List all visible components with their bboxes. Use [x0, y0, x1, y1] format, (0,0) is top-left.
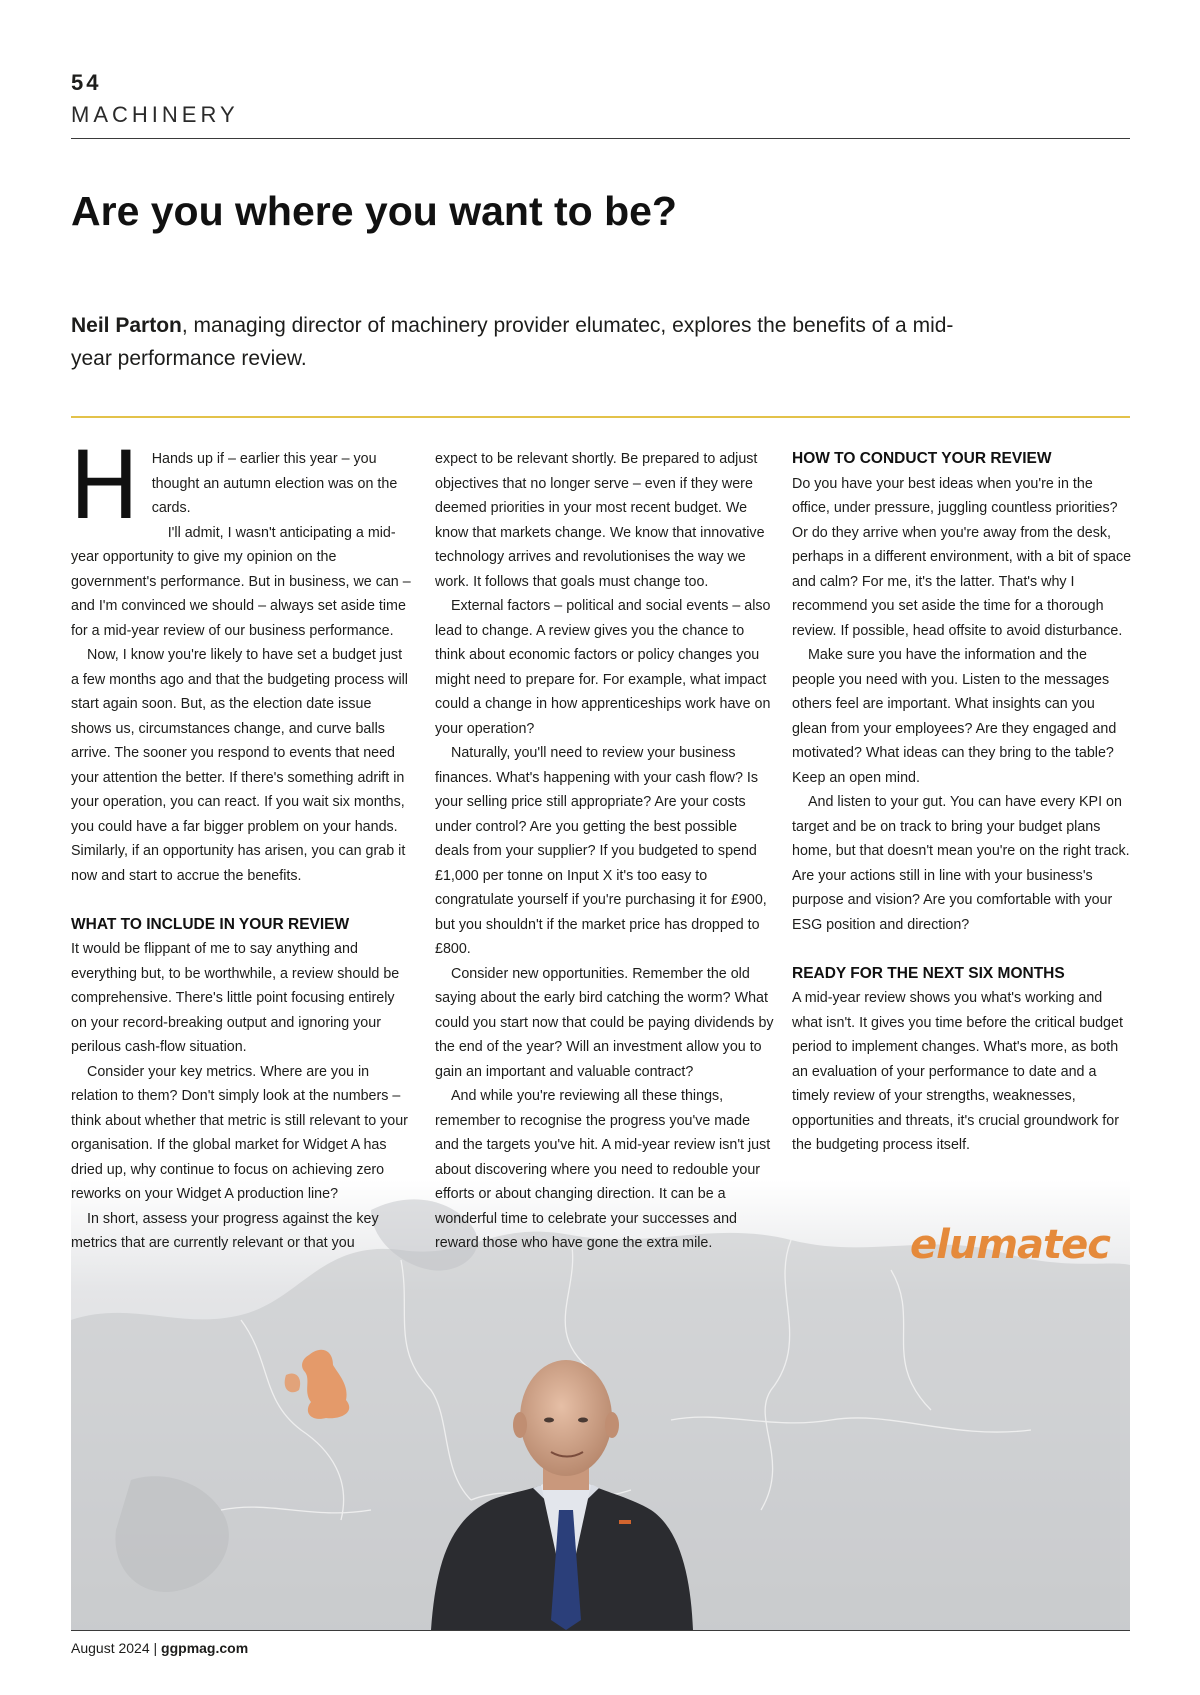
article-column-3 — [792, 447, 1132, 1158]
ireland-shape — [285, 1373, 300, 1392]
paragraph: It would be flippant of me to say anything and everything but, to be worthwhile, a review should be comprehensive. There's little point focusing entirely on your record-breaking output and ignoring your perilous cash-flow situation. — [71, 941, 400, 1055]
standfirst — [71, 309, 971, 375]
subheading: HOW TO CONDUCT YOUR REVIEW — [792, 450, 1052, 467]
article-column-2 — [435, 447, 775, 1256]
paragraph: Consider new opportunities. Remember the old saying about the early bird catching the worm? What could you start now that could be paying dividends by the end of the year? Will an investment allow you to gain an important and valuable contract? — [435, 965, 774, 1080]
paragraph: Consider your key metrics. Where are you in relation to them? Don't simply look at the numbers – think about whether that metric is still relevant to your organisation. If the global market for Widget A has dried up, why continue to focus on achieving zero reworks on your Widget A production line? — [71, 1063, 408, 1202]
paragraph: And while you're reviewing all these things, remember to recognise the progress you've made and the targets you've hit. A mid-year review isn't just about discovering where you need to redouble your efforts or about changing direction. It can be a wonderful time to celebrate your successes and reward those who have gone the extra mile. — [435, 1088, 771, 1251]
section-label: MACHINERY — [71, 102, 239, 127]
paragraph: I'll admit, I wasn't anticipating a mid-year opportunity to give my opinion on the government's performance. But in business, we can – and I'm convinced we should – always set aside time for a mid-year review of our business performance. — [71, 524, 411, 639]
paragraph: Now, I know you're likely to have set a budget just a few months ago and that the budgeting process will start again soon. But, as the election date issue shows us, circumstances change, and curve balls arrive. The sooner you respond to events that need your attention the better. If there's something adrift in your operation, you can react. If you wait six months, you could have a far bigger problem on your hands. Similarly, if an opportunity has arisen, you can grab it now and start to accrue the benefits. — [71, 647, 408, 884]
page-footer — [71, 1640, 248, 1656]
standfirst-rule — [71, 416, 1130, 418]
issue-date: August 2024 — [71, 1640, 150, 1656]
paragraph: expect to be relevant shortly. Be prepared to adjust objectives that no longer serve – even if they were deemed priorities in your most recent budget. We know that markets change. We know that innovative technology arrives and revolutionises the way we work. It follows that goals must change too. — [435, 451, 765, 590]
author-name: Neil Parton — [71, 314, 182, 337]
article-column-1 — [69, 432, 411, 1256]
drop-cap: H — [69, 432, 140, 541]
paragraph: And listen to your gut. You can have every KPI on target and be on track to bring your budget plans home, but that doesn't mean you're on the right track. Are your actions still in line with your business's purpose and vision? Are you comfortable with your ESG position and direction? — [792, 794, 1130, 933]
footer-separator: | — [153, 1640, 158, 1656]
article-headline: Are you where you want to be? — [71, 188, 677, 234]
paragraph: Hands up if – earlier this year – you thought an autumn election was on the cards. — [151, 451, 398, 516]
elumatec-logo: elumatec — [910, 1222, 1110, 1268]
paragraph: In short, assess your progress against the key metrics that are currently relevant or that you — [71, 1210, 379, 1251]
person-head — [520, 1360, 612, 1476]
subheading: READY FOR THE NEXT SIX MONTHS — [792, 964, 1065, 982]
paragraph: External factors – political and social events – also lead to change. A review gives you the chance to think about economic factors or policy changes you might need to prepare for. For example, what impact could a change in how apprenticeships work have on your operation? — [435, 598, 771, 737]
website-link[interactable]: ggpmag.com — [161, 1640, 249, 1656]
paragraph: Do you have your best ideas when you're in the office, under pressure, juggling countless priorities? Or do they arrive when you're away from the desk, perhaps in a different environment, with a bit of space and calm? For me, it's the latter. That's why I recommend you set aside the time for a thorough review. If possible, head offsite to avoid disturbance. — [792, 475, 1132, 639]
standfirst-text: , managing director of machinery provider elumatec, explores the benefits of a mid-year performance review. — [71, 314, 954, 370]
header-rule — [71, 138, 1130, 139]
paragraph: Naturally, you'll need to review your business finances. What's happening with your cash flow? Is your selling price still appropriate? Are your costs under control? Are you getting the best possible deals from your supplier? If you budgeted to spend £1,000 per tonne on Input X it's too easy to congratulate yourself if you're purchasing it for £900, but you shouldn't if the market price has dropped to £800. — [435, 745, 767, 957]
footer-rule — [71, 1630, 1130, 1631]
subheading: WHAT TO INCLUDE IN YOUR REVIEW — [71, 915, 350, 933]
page-number: 54 — [71, 70, 102, 95]
paragraph: Make sure you have the information and the people you need with you. Listen to the messages others feel are important. What insights can you glean from your employees? Are they engaged and motivated? What ideas can they bring to the table? Keep an open mind. — [792, 647, 1117, 786]
paragraph: A mid-year review shows you what's working and what isn't. It gives you time before the critical budget period to implement changes. What's more, as both an evaluation of your performance to date and a timely review of your strengths, weaknesses, opportunities and threats, it's crucial groundwork for the budgeting process itself. — [792, 990, 1123, 1153]
